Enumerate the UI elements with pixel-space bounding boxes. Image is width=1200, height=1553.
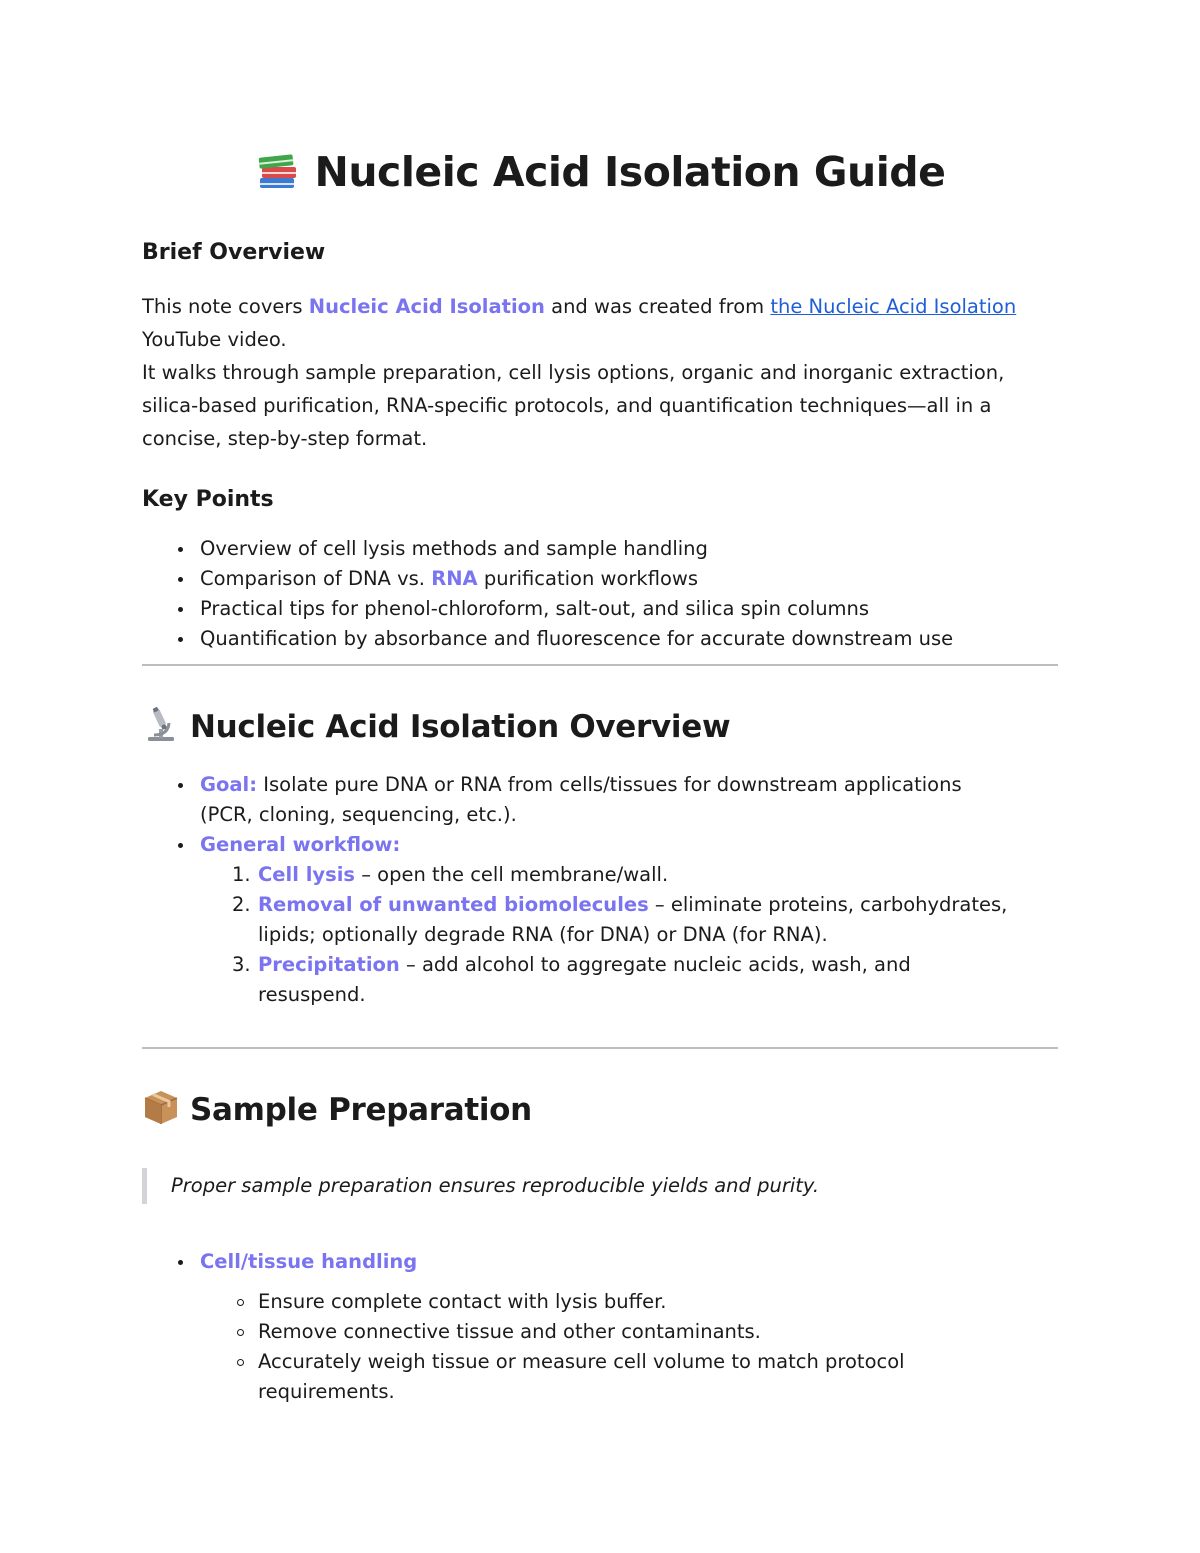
- workflow-step: [232, 860, 1018, 890]
- step-text: – eliminate proteins, carbohydrates, lipids; optionally degrade RNA (for DNA) or DNA (for RNA).: [258, 893, 1008, 946]
- key-points-list: [142, 534, 1060, 654]
- workflow-step: [232, 950, 1018, 1010]
- section-divider: [142, 664, 1058, 666]
- step-number: 1.: [232, 863, 251, 886]
- video-link[interactable]: the Nucleic Acid Isolation: [770, 295, 1017, 318]
- step-text: – add alcohol to aggregate nucleic acids, wash, and resuspend.: [258, 953, 911, 1006]
- overview-text-prefix: This note covers: [142, 295, 309, 318]
- document-title: [142, 146, 1058, 198]
- list-item: Overview of cell lysis methods and sample handling: [200, 534, 1060, 564]
- goal-text: Isolate pure DNA or RNA from cells/tissues for downstream applications (PCR, cloning, sequencing, etc.).: [200, 773, 962, 826]
- sample-section-heading: [142, 1088, 532, 1130]
- step-number: 2.: [232, 893, 251, 916]
- workflow-label: General workflow:: [200, 833, 401, 856]
- rna-highlight: RNA: [431, 567, 478, 590]
- section-divider: [142, 1047, 1058, 1049]
- overview-section-title: Nucleic Acid Isolation Overview: [190, 709, 731, 745]
- handling-label: Cell/tissue handling: [200, 1250, 418, 1273]
- books-icon: [255, 148, 301, 194]
- handling-sublist: [200, 1287, 978, 1407]
- brief-overview-heading: Brief Overview: [142, 240, 326, 265]
- overview-text-suffix: YouTube video.: [142, 328, 287, 351]
- list-item: [200, 1247, 1060, 1407]
- sublist-item: Ensure complete contact with lysis buffer.: [258, 1287, 978, 1317]
- goal-label: Goal:: [200, 773, 258, 796]
- step-label: Removal of unwanted biomolecules: [258, 893, 649, 916]
- blockquote: Proper sample preparation ensures reproducible yields and purity.: [142, 1168, 1071, 1204]
- list-item-text: Comparison of DNA vs.: [200, 567, 432, 590]
- list-item: [200, 564, 1060, 594]
- key-points-heading: Key Points: [142, 487, 274, 512]
- step-label: Precipitation: [258, 953, 400, 976]
- sublist-item: Remove connective tissue and other contaminants.: [258, 1317, 978, 1347]
- package-icon: [142, 1088, 180, 1126]
- sublist-item: Accurately weigh tissue or measure cell volume to match protocol requirements.: [258, 1347, 978, 1407]
- overview-text-middle: and was created from: [544, 295, 771, 318]
- step-number: 3.: [232, 953, 251, 976]
- list-item: [200, 830, 1060, 1010]
- sample-section-title: Sample Preparation: [190, 1092, 532, 1128]
- overview-section-heading: [142, 705, 730, 747]
- document-title-text: Nucleic Acid Isolation Guide: [314, 148, 946, 196]
- list-item: Quantification by absorbance and fluorescence for accurate downstream use: [200, 624, 1060, 654]
- brief-overview-line2: It walks through sample preparation, cell lysis options, organic and inorganic extraction, silica-based purification, RNA-specific protocols, and quantification techniques—all in a concise, step-by-step format.: [142, 361, 1005, 450]
- list-item: [200, 770, 1000, 830]
- step-text: – open the cell membrane/wall.: [355, 863, 669, 886]
- list-item: Practical tips for phenol-chloroform, salt-out, and silica spin columns: [200, 594, 1060, 624]
- workflow-step: [232, 890, 1018, 950]
- overview-list: [142, 770, 1060, 1010]
- brief-overview-line1: [142, 290, 1058, 356]
- topic-highlight: Nucleic Acid Isolation: [308, 295, 545, 318]
- sample-list: [142, 1247, 1060, 1407]
- microscope-icon: [142, 705, 180, 743]
- list-item-text: purification workflows: [477, 567, 699, 590]
- step-label: Cell lysis: [258, 863, 355, 886]
- workflow-steps: [200, 860, 1018, 1010]
